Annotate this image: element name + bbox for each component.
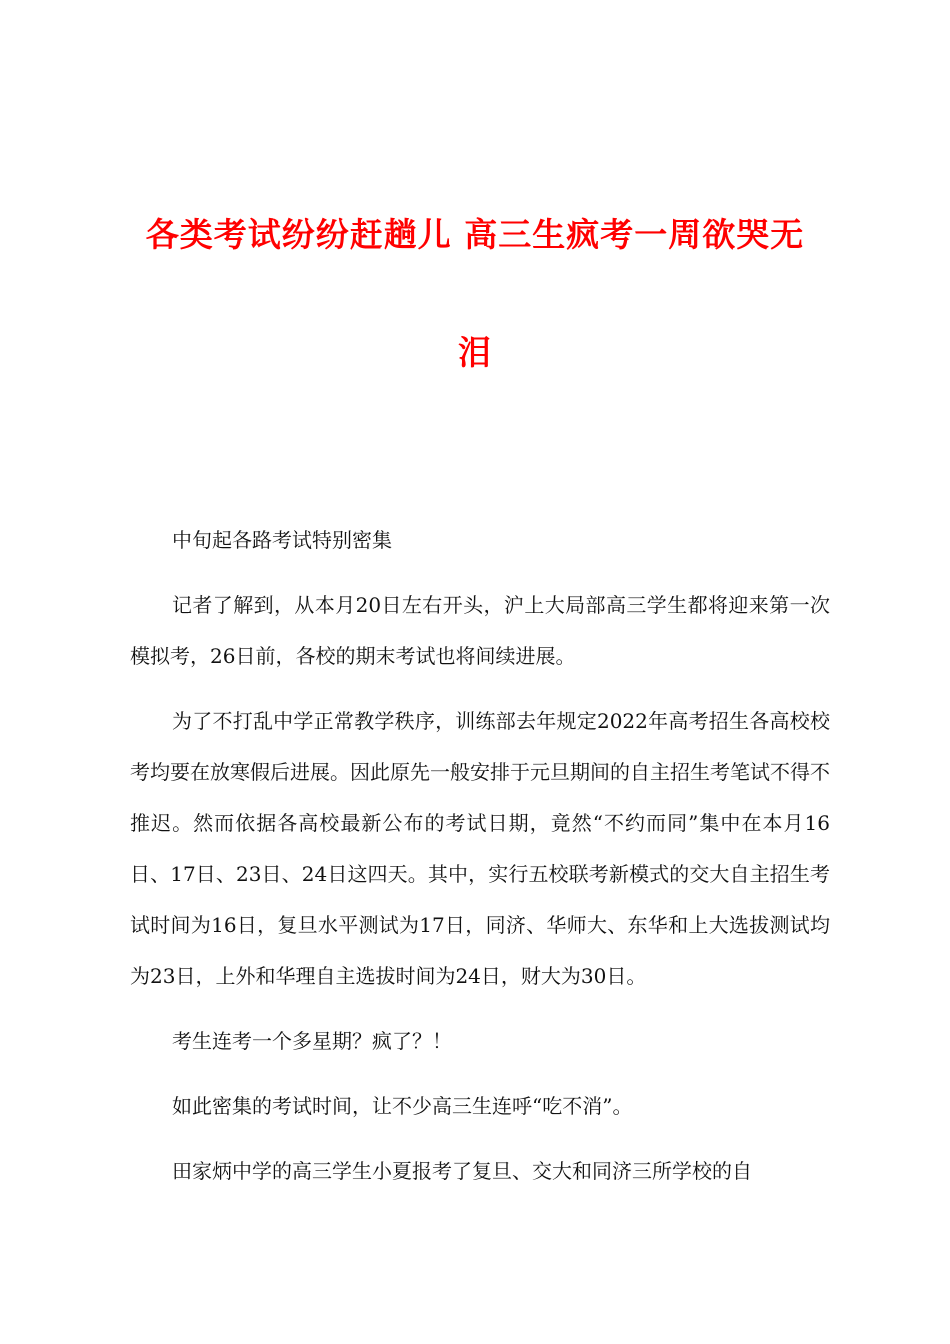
paragraph-subheading: 中旬起各路考试特别密集	[172, 528, 392, 552]
article-title-line-1: 各类考试纷纷赶趟儿 高三生疯考一周欲哭无	[145, 215, 805, 254]
article-body	[130, 515, 830, 1211]
paragraph: 记者了解到，从本月20日左右开头，沪上大局部高三学生都将迎来第一次模拟考，26日前，各校的期末考试也将间续进展。	[130, 593, 830, 668]
paragraph: 田家炳中学的高三学生小夏报考了复旦、交大和同济三所学校的自	[172, 1159, 752, 1183]
paragraph: 考生连考一个多星期？疯了？！	[172, 1029, 452, 1053]
paragraph: 为了不打乱中学正常教学秩序，训练部去年规定2022年高考招生各高校校考均要在放寒假后进展。因此原先一般安排于元旦期间的自主招生考笔试不得不推迟。然而依据各高校最新公布的考试日期，竟然“不约而同”集中在本月16日、17日、23日、24日这四天。其中，实行五校联考新模式的交大自主招生考试时间为16日，复旦水平测试为17日，同济、华师大、东华和上大选拔测试均为23日，上外和华理自主选拔时间为24日，财大为30日。	[130, 709, 830, 988]
article-title-line-2: 泪	[458, 333, 492, 372]
paragraph: 如此密集的考试时间，让不少高三生连呼“吃不消”。	[172, 1094, 633, 1118]
